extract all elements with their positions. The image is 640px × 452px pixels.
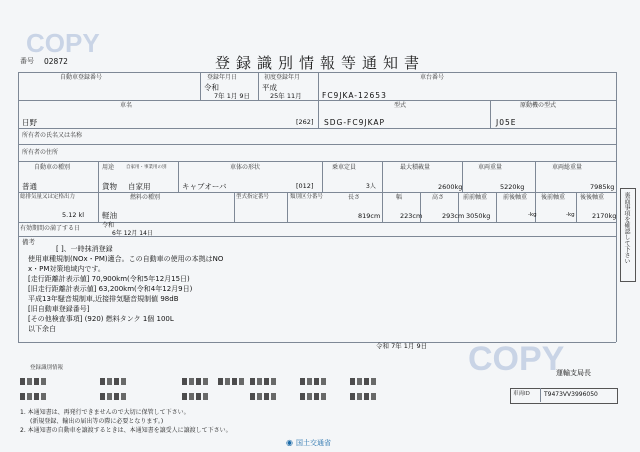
height-label: 高さ (432, 194, 445, 201)
rear-rear-axle-value: 2170kg (592, 212, 617, 220)
displacement-label: 総排気量又は定格出力 (20, 194, 76, 200)
security-code-mark (189, 378, 194, 385)
private-value: 自家用 (128, 182, 151, 191)
front-rear-axle-value: -kg (528, 212, 537, 218)
note-line: 1. 本通知書は、再発行できませんので大切に保管して下さい。 (20, 409, 190, 416)
security-code-mark (121, 393, 126, 400)
security-code-mark (371, 393, 376, 400)
remarks-line: [その他検査事項] (920) 燃料タンク 1個 100L (28, 315, 174, 323)
security-code-mark (218, 378, 223, 385)
capacity-label: 乗車定員 (332, 164, 357, 171)
serial-value: T9473VV3996050 (544, 391, 598, 398)
remarks-line: [走行距離計表示値] 70,900km(令和5年12月15日) (28, 275, 190, 283)
engine-label: 原動機の型式 (520, 102, 557, 109)
front-rear-axle-label: 前後軸重 (503, 194, 528, 201)
security-code-mark (107, 378, 112, 385)
ministry-logo: 国土交通省 (296, 439, 331, 447)
security-code-mark (107, 393, 112, 400)
owner-name-label: 所有者の氏名又は名称 (22, 132, 83, 139)
security-code-mark (307, 378, 312, 385)
note-line: 2. 本通知書の自動車を譲渡するときは、本通知書を譲受人に譲渡して下さい。 (20, 427, 232, 434)
maker-value: 日野 (22, 118, 37, 127)
side-note: 裏面事項を確認して下さい (623, 192, 630, 264)
security-code-mark (114, 378, 119, 385)
gross-weight-label: 車両総重量 (552, 164, 583, 171)
body-label: 車体の形状 (230, 164, 261, 171)
car-name-label: 車名 (120, 102, 133, 109)
remarks-label: 備考 (22, 238, 35, 246)
security-code-mark (264, 378, 269, 385)
body-code: [012] (296, 182, 314, 190)
chassis-value: FC9JKA-12653 (322, 91, 387, 100)
security-code-mark (357, 393, 362, 400)
security-code-mark (196, 393, 201, 400)
security-code-mark (203, 378, 208, 385)
use-label: 用途 (102, 164, 115, 171)
reg-era: 令和 (204, 83, 219, 92)
body-value: キャブオーバ (182, 182, 227, 191)
security-code-mark (239, 378, 244, 385)
security-code-mark (41, 378, 46, 385)
rear-rear-axle-label: 後後軸重 (580, 194, 605, 201)
security-code-mark (357, 378, 362, 385)
model-label: 型式 (394, 102, 407, 109)
security-code-mark (114, 393, 119, 400)
type-designation-label: 型式指定番号 (236, 194, 270, 200)
owner-address-label: 所有者の住所 (22, 149, 59, 156)
engine-value: J05E (496, 118, 517, 127)
security-code-mark (271, 393, 276, 400)
security-code-mark (300, 393, 305, 400)
security-code-mark (350, 378, 355, 385)
number-label: 番号 (20, 57, 34, 65)
expiry-era: 令和 (102, 222, 115, 229)
security-code-mark (321, 378, 326, 385)
security-code-mark (264, 393, 269, 400)
displacement-value: 5.12 kl (62, 211, 85, 219)
security-code-mark (271, 378, 276, 385)
expiry-label: 有効期間の満了する日 (20, 225, 81, 232)
length-label: 長さ (348, 194, 361, 201)
use-value: 貨物 (102, 182, 117, 191)
security-code-mark (225, 378, 230, 385)
security-code-mark (182, 378, 187, 385)
first-reg-label: 初度登録年月 (264, 74, 301, 81)
security-code-mark (300, 378, 305, 385)
private-label: 自家用・事業用の別 (126, 165, 167, 170)
expiry-date: 6年 12月 14日 (112, 230, 153, 237)
security-code-mark (257, 378, 262, 385)
weight-value: 5220kg (500, 183, 525, 191)
height-value: 293cm (442, 212, 465, 220)
first-reg-value: 25年 11月 (270, 92, 302, 100)
vehicle-type-label: 自動車の種別 (34, 164, 71, 171)
page-title: 登録識別情報等通知書 (214, 54, 425, 72)
security-code-mark (41, 393, 46, 400)
security-code-mark (364, 393, 369, 400)
security-code-mark (100, 393, 105, 400)
fuel-value: 軽油 (102, 211, 117, 220)
security-code-mark (20, 378, 25, 385)
security-code-mark (232, 378, 237, 385)
width-value: 223cm (400, 212, 423, 220)
security-code-mark (250, 393, 255, 400)
note-line: (新規登録、輸出の届出等の際に必要となります。) (30, 418, 164, 425)
remarks-line: [旧自動車登録番号] (28, 305, 90, 313)
security-code-mark (34, 378, 39, 385)
copy-watermark: COPY (468, 340, 565, 378)
length-value: 819cm (358, 212, 381, 220)
reg-no-label: 自動車登録番号 (60, 74, 103, 81)
weight-label: 車両重量 (478, 164, 503, 171)
security-code-mark (27, 378, 32, 385)
front-front-axle-value: 3050kg (466, 212, 491, 220)
security-code-mark (203, 393, 208, 400)
copy-watermark: COPY (26, 28, 100, 58)
security-code-mark (364, 378, 369, 385)
remarks-line: 平成13年騒音規制車,近接排気騒音規制値 98dB (28, 295, 179, 303)
security-code-mark (307, 393, 312, 400)
security-code-mark (189, 393, 194, 400)
security-code-mark (196, 378, 201, 385)
security-code-mark (121, 378, 126, 385)
office-name: 運輸支局長 (556, 369, 591, 377)
security-code-mark (27, 393, 32, 400)
registration-id-label: 登録識別情報 (30, 365, 64, 371)
number-value: 02872 (44, 57, 68, 66)
fuel-label: 燃料の種別 (130, 194, 161, 201)
security-code-mark (250, 378, 255, 385)
security-code-mark (100, 378, 105, 385)
security-code-mark (321, 393, 326, 400)
reg-date-value: 7年 1月 9日 (214, 92, 251, 100)
serial-label: 車両ID (513, 391, 530, 397)
issue-date: 令和 7年 1月 9日 (376, 342, 428, 350)
security-code-mark (20, 393, 25, 400)
security-code-mark (257, 393, 262, 400)
security-code-mark (314, 393, 319, 400)
security-code-mark (350, 393, 355, 400)
remarks-line: [ ]、一時抹消登録 (56, 245, 113, 253)
security-code-mark (182, 393, 187, 400)
vehicle-type-value: 普通 (22, 182, 37, 191)
remarks-line: [旧走行距離計表示値] 63,200km(令和4年12月9日) (28, 285, 193, 293)
rear-front-axle-value: -kg (566, 212, 575, 218)
first-reg-era: 平成 (262, 83, 277, 92)
reg-date-label: 登録年月日 (207, 74, 238, 81)
max-load-value: 2600kg (438, 183, 463, 191)
chassis-label: 車台番号 (420, 74, 445, 81)
remarks-line: 以下余白 (28, 325, 56, 333)
width-label: 幅 (396, 194, 403, 201)
security-code-mark (34, 393, 39, 400)
remarks-line: 使用車種規制(NOx・PM)適合。この自動車の使用の本拠はNO (28, 255, 224, 263)
model-value: SDG-FC9JKAP (324, 118, 386, 127)
remarks-line: x・PM対策地域内です。 (28, 265, 105, 273)
security-code-mark (314, 378, 319, 385)
capacity-value: 3人 (366, 183, 376, 190)
rear-front-axle-label: 後前軸重 (541, 194, 566, 201)
front-front-axle-label: 前前軸重 (463, 194, 488, 201)
maker-code: [262] (296, 118, 314, 126)
ministry-icon: ◉ (286, 438, 293, 447)
category-label: 類別区分番号 (290, 194, 324, 200)
gross-weight-value: 7985kg (590, 183, 615, 191)
max-load-label: 最大積載量 (400, 164, 431, 171)
security-code-mark (371, 378, 376, 385)
